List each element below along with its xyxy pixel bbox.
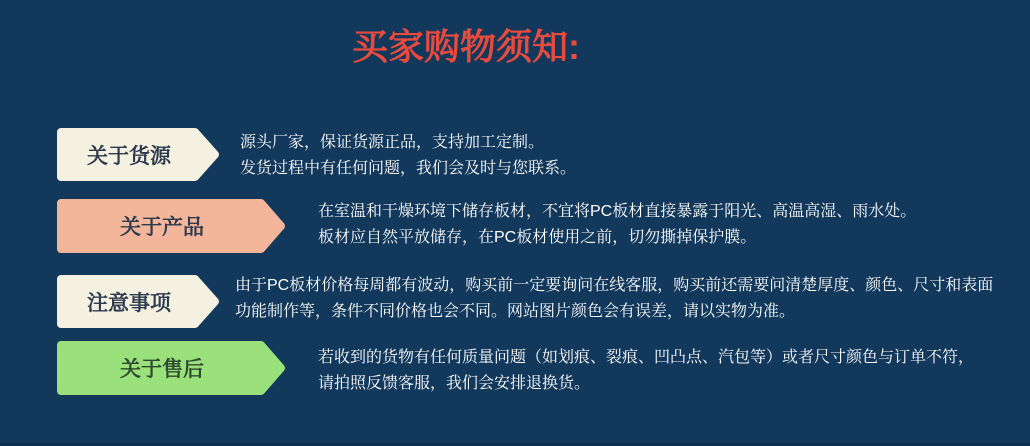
notice-line: 功能制作等，条件不同价格也会不同。网站图片颜色会有误差，请以实物为准。 [235, 303, 796, 320]
notice-text-attention [235, 273, 993, 325]
notice-line: 请拍照反馈客服，我们会安排退换货。 [318, 375, 591, 392]
notice-line: 在室温和干燥环境下储存板材，不宜将PC板材直接暴露于阳光、高温高湿、雨水处。 [318, 203, 917, 220]
arrow-label-aftersale: 关于售后 [120, 358, 204, 381]
notice-line: 发货过程中有任何问题，我们会及时与您联系。 [240, 160, 577, 177]
notice-line: 源头厂家，保证货源正品，支持加工定制。 [240, 134, 545, 151]
notice-line: 由于PC板材价格每周都有波动，购买前一定要询问在线客服，购买前还需要问清楚厚度、颜色、尺寸和表面 [235, 277, 994, 294]
notice-line: 若收到的货物有任何质量问题（如划痕、裂痕、凹凸点、汽包等）或者尺寸颜色与订单不符， [318, 349, 975, 366]
arrow-label-supply: 关于货源 [87, 144, 171, 168]
notice-text-aftersale [318, 345, 974, 397]
arrow-label-product: 关于产品 [120, 216, 204, 239]
arrow-label-attention: 注意事项 [87, 291, 171, 315]
notice-text-supply [240, 130, 576, 182]
notice-text-product [318, 199, 916, 251]
notice-line: 板材应自然平放储存，在PC板材使用之前，切勿撕掉保护膜。 [318, 229, 757, 246]
page-title: 买家购物须知: [352, 26, 580, 67]
